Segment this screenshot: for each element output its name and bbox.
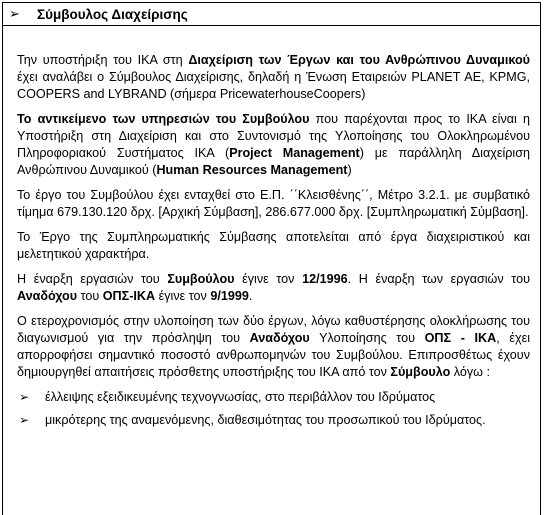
bullet-text: μικρότερης της αναμενόμενης, διαθεσιμότητας του προσωπικού του Ιδρύματος. bbox=[45, 413, 486, 427]
text-run: λόγω : bbox=[450, 365, 491, 379]
paragraph-list bbox=[17, 52, 530, 381]
section-title: Σύμβουλος Διαχείρισης bbox=[37, 6, 188, 22]
text-run: Υλοποίησης του bbox=[309, 331, 425, 345]
bold-text: ΟΠΣ - ΙΚΑ bbox=[424, 331, 497, 345]
bold-text: Το αντικείμενο των υπηρεσιών του Συμβούλου bbox=[17, 112, 310, 126]
paragraph bbox=[17, 271, 530, 305]
arrow-bullet-icon: ➢ bbox=[19, 413, 30, 427]
text-run: Το Έργο της Συμπληρωματικής Σύμβασης αποτελείται από έργα διαχειριστικού και μελετητικού χαρακτήρα. bbox=[17, 230, 530, 261]
bold-text: 9/1999 bbox=[210, 289, 249, 303]
document-body bbox=[17, 52, 530, 435]
text-run: Ο ετεροχρονισμός στην υλοποίηση των δύο έργων, λόγω καθυστέρησης ολοκλήρωσης του διαγωνισμού για την πρόσληψη του bbox=[17, 314, 530, 345]
paragraph bbox=[17, 229, 530, 263]
section-header bbox=[2, 2, 541, 26]
text-run: . Η έναρξη των εργασιών του bbox=[347, 272, 530, 286]
text-run: . bbox=[248, 289, 253, 303]
text-run: Την υποστήριξη του ΙΚΑ στη bbox=[17, 53, 189, 67]
bullet-item bbox=[17, 389, 530, 406]
paragraph bbox=[17, 52, 530, 103]
text-run: του bbox=[77, 289, 103, 303]
bullet-text: έλλειψης εξειδικευμένης τεχνογνωσίας, στο περιβάλλον του Ιδρύματος bbox=[45, 390, 436, 404]
text-run: που παρέχονται προς το ΙΚΑ είναι η Υποστήριξη στη Διαχείριση και στο Συντονισμό της Υλοποίησης του Ολοκληρωμένου Πληροφοριακού Συστήματος ΙΚΑ ( bbox=[17, 112, 530, 160]
bold-text: Αναδόχου bbox=[249, 331, 310, 345]
text-run: , έχει απορροφήσει σημαντικό ποσοστό ανθρωπομηνών του Συμβούλου. Επιπροσθέτως έχουν δημιουργηθεί απαιτήσεις πρόσθετης υποστήριξης του ΙΚΑ από τον bbox=[17, 331, 531, 379]
bold-text: ΟΠΣ-ΙΚΑ bbox=[102, 289, 156, 303]
bold-text: Διαχείριση των Έργων και του Ανθρώπινου Δυναμικού bbox=[188, 53, 530, 67]
text-run: έγινε τον bbox=[155, 289, 211, 303]
text-run: ) bbox=[347, 163, 352, 177]
bullet-list bbox=[17, 389, 530, 429]
text-run: έχει αναλάβει ο Σύμβουλος Διαχείρισης, δηλαδή η Ένωση Εταιρειών PLANET AE, KPMG, COOPERS and LYBRAND (σήμερα PricewaterhouseCoopers) bbox=[17, 70, 530, 101]
paragraph bbox=[17, 187, 530, 221]
bold-text: Human Resources Management bbox=[156, 163, 348, 177]
arrow-bullet-icon: ➢ bbox=[9, 6, 20, 21]
bold-text: Συμβούλου bbox=[167, 272, 235, 286]
bullet-item bbox=[17, 412, 530, 429]
bold-text: Αναδόχου bbox=[17, 289, 78, 303]
arrow-bullet-icon: ➢ bbox=[19, 390, 30, 404]
paragraph bbox=[17, 111, 530, 179]
text-run: Η έναρξη εργασιών του bbox=[17, 272, 168, 286]
text-run: Το έργο του Συμβούλου έχει ενταχθεί στο Ε.Π. ΄΄Κλεισθένης΄΄, Μέτρο 3.2.1. με συμβατικό τίμημα 679.130.120 δρχ. [Αρχική Σύμβαση], 286.677.000 δρχ. [Συμπληρωματική Σύμβαση]. bbox=[17, 188, 530, 219]
bold-text: 12/1996 bbox=[302, 272, 348, 286]
text-run: έγινε τον bbox=[234, 272, 303, 286]
bold-text: Project Management bbox=[229, 146, 360, 160]
bold-text: Σύμβουλο bbox=[390, 365, 451, 379]
text-run: ) με παράλληλη Διαχείριση Ανθρώπινου Δυναμικού ( bbox=[17, 146, 531, 177]
paragraph bbox=[17, 313, 530, 381]
